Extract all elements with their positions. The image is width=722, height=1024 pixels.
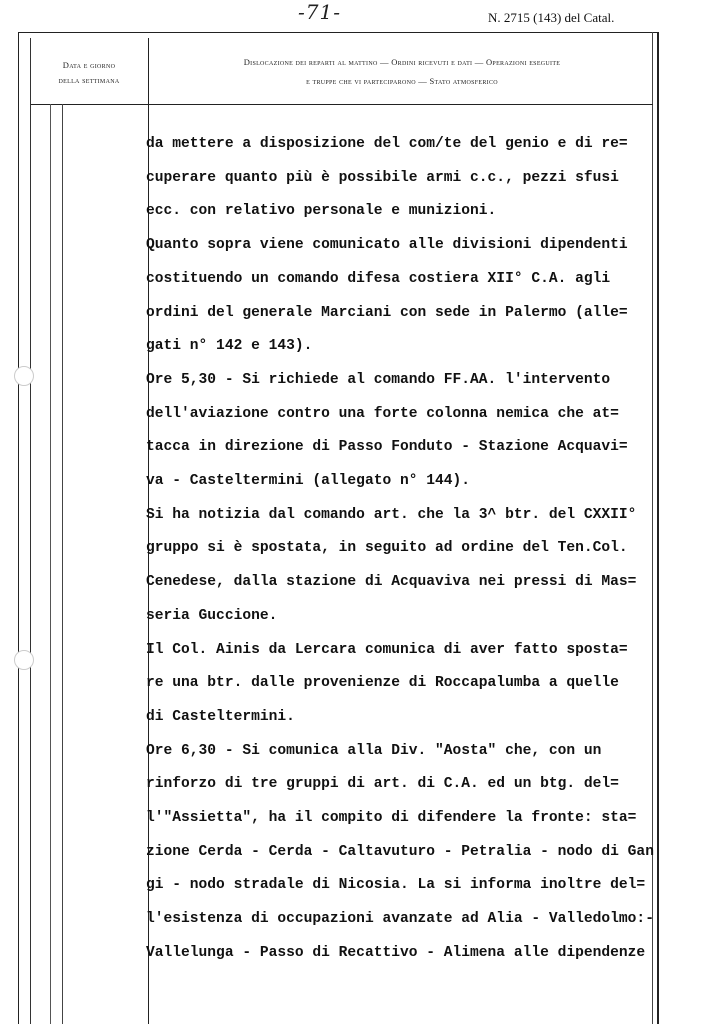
text-line: gati n° 142 e 143). [146, 338, 313, 355]
punch-hole-lower [14, 650, 34, 670]
typed-diary-text [146, 128, 656, 971]
text-line: dell'aviazione contro una forte colonna nemica che at= [146, 405, 619, 422]
operations-header-line2: e truppe che vi parteciparono — Stato atmosferico [306, 76, 498, 86]
text-line: Quanto sopra viene comunicato alle divisioni dipendenti [146, 237, 628, 254]
punch-hole-upper [14, 366, 34, 386]
catalog-reference: N. 2715 (143) del Catal. [488, 10, 615, 25]
header-bottom-rule [30, 104, 653, 105]
operations-header-line1: Dislocazione dei reparti al mattino — Ordini ricevuti e dati — Operazioni eseguite [243, 57, 561, 67]
text-line: Ore 5,30 - Si richiede al comando FF.AA. l'intervento [146, 371, 611, 388]
frame-left-rule [18, 32, 19, 1024]
text-line: Vallelunga - Passo di Recattivo - Alimena alle dipendenze [146, 944, 646, 961]
text-line: Si ha notizia dal comando art. che la 3^ btr. del CXXII° [146, 506, 637, 523]
date-column-rule [50, 104, 51, 1024]
text-line: Ore 6,30 - Si comunica alla Div. "Aosta" che, con un [146, 742, 602, 759]
text-line: gruppo si è spostata, in seguito ad ordine del Ten.Col. [146, 540, 628, 557]
text-line: ecc. con relativo personale e munizioni. [146, 203, 497, 220]
text-line: cuperare quanto più è possibile armi c.c., pezzi sfusi [146, 169, 619, 186]
text-line: gi - nodo stradale di Nicosia. La si informa inoltre del= [146, 877, 646, 894]
text-line: seria Guccione. [146, 607, 278, 624]
text-line: zione Cerda - Cerda - Caltavuturo - Petralia - nodo di Gan [146, 843, 654, 860]
text-line: l'esistenza di occupazioni avanzate ad Alia - Valledolmo:- [146, 911, 654, 928]
text-line: da mettere a disposizione del com/te del genio e di re= [146, 136, 628, 152]
text-line: re una btr. dalle provenienze di Roccapalumba a quelle [146, 675, 619, 692]
text-line: ordini del generale Marciani con sede in Palermo (alle= [146, 304, 628, 321]
text-line: Il Col. Ainis da Lercara comunica di aver fatto sposta= [146, 641, 628, 658]
text-line: va - Casteltermini (allegato n° 144). [146, 473, 471, 490]
date-column-header [32, 58, 146, 88]
date-header-line1: Data e giorno [62, 60, 116, 70]
text-line: rinforzo di tre gruppi di art. di C.A. ed un btg. del= [146, 776, 619, 793]
text-line: l'"Assietta", ha il compito di difendere la fronte: sta= [146, 810, 637, 827]
page-number: -71- [298, 0, 341, 24]
text-line: costituendo un comando difesa costiera XII° C.A. agli [146, 270, 611, 287]
text-line: Cenedese, dalla stazione di Acquaviva nei pressi di Mas= [146, 574, 637, 591]
text-line: tacca in direzione di Passo Fonduto - Stazione Acquavi= [146, 439, 628, 456]
date-header-line2: della settimana [58, 75, 120, 85]
frame-top-rule [18, 32, 658, 33]
frame-right-rule [657, 32, 659, 1024]
operations-column-header [152, 53, 652, 91]
date-column-rule-inner [62, 104, 63, 1024]
left-margin-rule [30, 38, 31, 1024]
text-line: di Casteltermini. [146, 708, 295, 725]
